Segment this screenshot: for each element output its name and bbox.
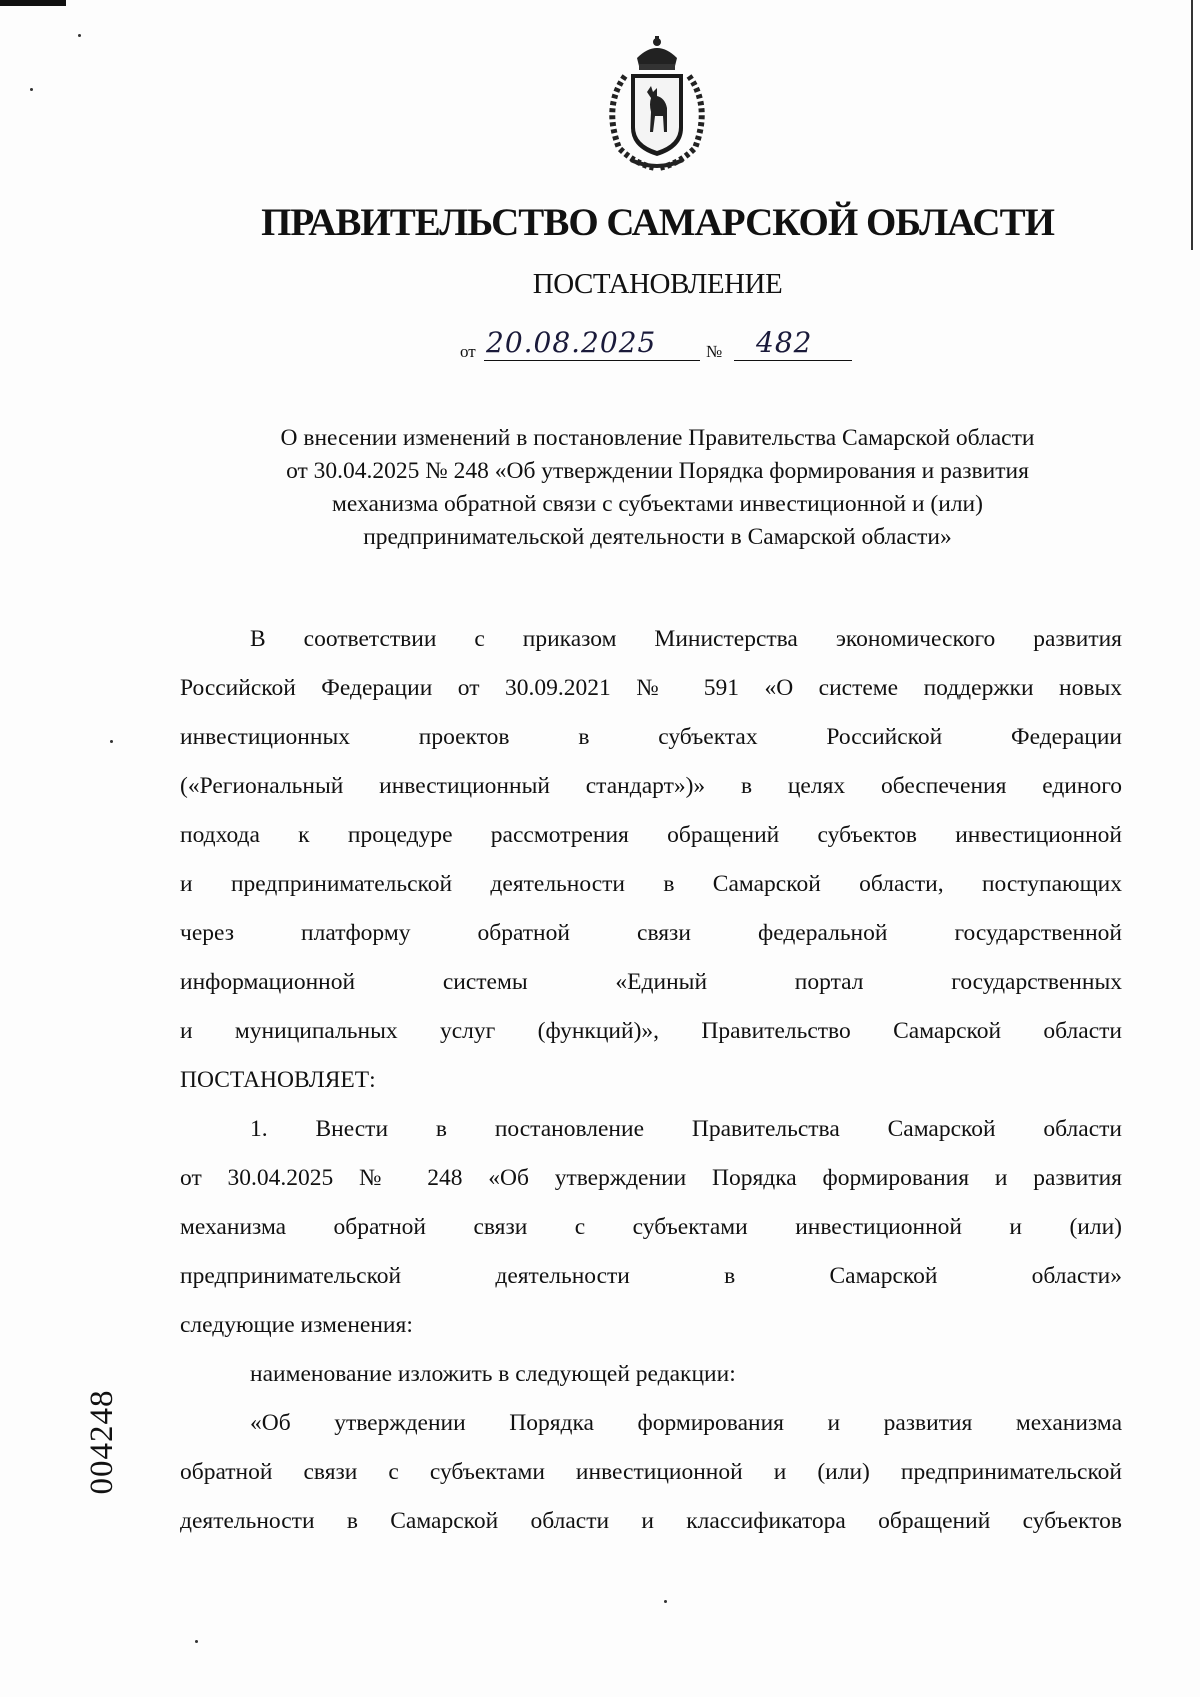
document-body [180,615,1122,1546]
text-line: от 30.04.2025 № 248 «Об утверждении Порядка формирования и развития [180,1165,1122,1191]
scan-artifact [78,34,81,37]
subject-line: предпринимательской деятельности в Самарской области» [363,524,952,550]
text-line: предпринимательской деятельности в Самарской области» [180,1263,1122,1289]
number-underline [734,360,852,361]
text-line: и муниципальных услуг (функций)», Правительство Самарской области [180,1018,1122,1044]
organization-title: ПРАВИТЕЛЬСТВО САМАРСКОЙ ОБЛАСТИ [261,201,1054,244]
text-line: ПОСТАНОВЛЯЕТ: [180,1067,376,1093]
date-underline [484,360,700,361]
item-1-subparagraph [180,1350,1122,1399]
scan-artifact [30,88,33,91]
scan-artifact [195,1640,198,1643]
text-line: информационной системы «Единый портал государственных [180,969,1122,995]
scan-artifact [0,0,66,6]
text-line: подхода к процедуре рассмотрения обращений субъектов инвестиционной [180,822,1122,848]
text-line: 1. Внести в постановление Правительства Самарской области [250,1116,1122,1142]
text-line: Российской Федерации от 30.09.2021 № 591 «О системе поддержки новых [180,675,1122,701]
number-prefix: № [706,342,723,361]
quote-paragraph [180,1399,1122,1546]
document-date: 20.08.2025 [486,326,657,359]
text-line: деятельности в Самарской области и классификатора обращений субъектов [180,1508,1122,1534]
text-line: следующие изменения: [180,1312,413,1338]
preamble-paragraph [180,615,1122,1105]
item-1-paragraph [180,1105,1122,1350]
text-line: наименование изложить в следующей редакции: [250,1361,736,1387]
document-subject [150,422,1165,554]
subject-line: О внесении изменений в постановление Правительства Самарской области [280,425,1035,451]
scan-artifact [664,1600,667,1603]
text-line: и предпринимательской деятельности в Самарской области, поступающих [180,871,1122,897]
registration-number: 004248 [84,1389,120,1495]
text-line: («Региональный инвестиционный стандарт»)» в целях обеспечения единого [180,773,1122,799]
text-line: механизма обратной связи с субъектами инвестиционной и (или) [180,1214,1122,1240]
document-type: ПОСТАНОВЛЕНИЕ [532,268,783,300]
text-line: через платформу обратной связи федеральной государственной [180,920,1122,946]
document-number: 482 [756,326,813,359]
scan-artifact [110,740,113,743]
subject-line: от 30.04.2025 № 248 «Об утверждении Порядка формирования и развития [286,458,1029,484]
text-line: обратной связи с субъектами инвестиционной и (или) предпринимательской [180,1459,1122,1485]
text-line: инвестиционных проектов в субъектах Российской Федерации [180,724,1122,750]
text-line: В соответствии с приказом Министерства экономического развития [250,626,1122,652]
date-prefix: от [460,342,476,361]
subject-line: механизма обратной связи с субъектами инвестиционной и (или) [332,491,983,517]
text-line: «Об утверждении Порядка формирования и развития механизма [250,1410,1122,1436]
samara-coat-of-arms-icon [595,36,719,172]
